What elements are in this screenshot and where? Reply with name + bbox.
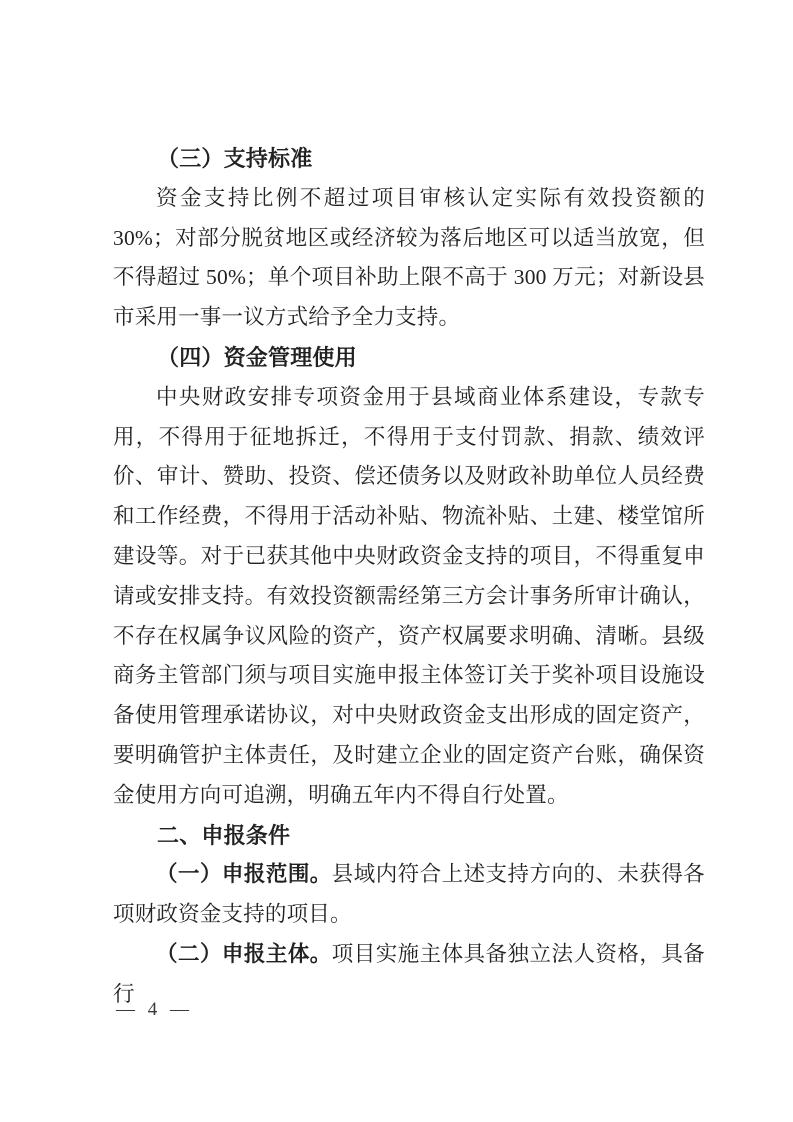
paragraph-support-standard: 资金支持比例不超过项目审核认定实际有效投资额的 30%；对部分脱贫地区或经济较为落后地区可以适当放宽，但不得超过 50%；单个项目补助上限不高于 300 万元；对新设县市采用一事一议方式给予全力支持。 [113,185,705,330]
paragraph-lead-application-subject: （二）申报主体。 [156,941,332,966]
paragraph-application-subject [113,935,705,1015]
paragraph-lead-application-scope: （一）申报范围。 [156,862,332,887]
paragraph-text-application-subject: 项目实施主体具备独立法人资格，具备行 [113,941,705,1006]
section-heading-fund-management: （四）资金管理使用 [157,344,357,370]
section-heading-application-conditions: 二、申报条件 [157,822,291,848]
document-body [113,139,705,1015]
paragraph-fund-management: 中央财政安排专项资金用于县域商业体系建设，专款专用，不得用于征地拆迁，不得用于支付罚款、捐款、绩效评价、审计、赞助、投资、偿还债务以及财政补助单位人员经费和工作经费，不得用于活动补贴、物流补贴、土建、楼堂馆所建设等。对于已获其他中央财政资金支持的项目，不得重复申请或安排支持。有效投资额需经第三方会计事务所审计确认，不存在权属争议风险的资产，资产权属要求明确、清晰。县级商务主管部门须与项目实施申报主体签订关于奖补项目设施设备使用管理承诺协议，对中央财政资金支出形成的固定资产，要明确管护主体责任，及时建立企业的固定资产台账，确保资金使用方向可追溯，明确五年内不得自行处置。 [113,384,705,807]
paragraph-application-scope [113,855,705,935]
section-heading-support-standard: （三）支持标准 [157,146,313,171]
paragraph-text-application-scope: 县域内符合上述支持方向的、未获得各项财政资金支持的项目。 [113,862,705,927]
page-number: — 4 — [116,999,193,1020]
